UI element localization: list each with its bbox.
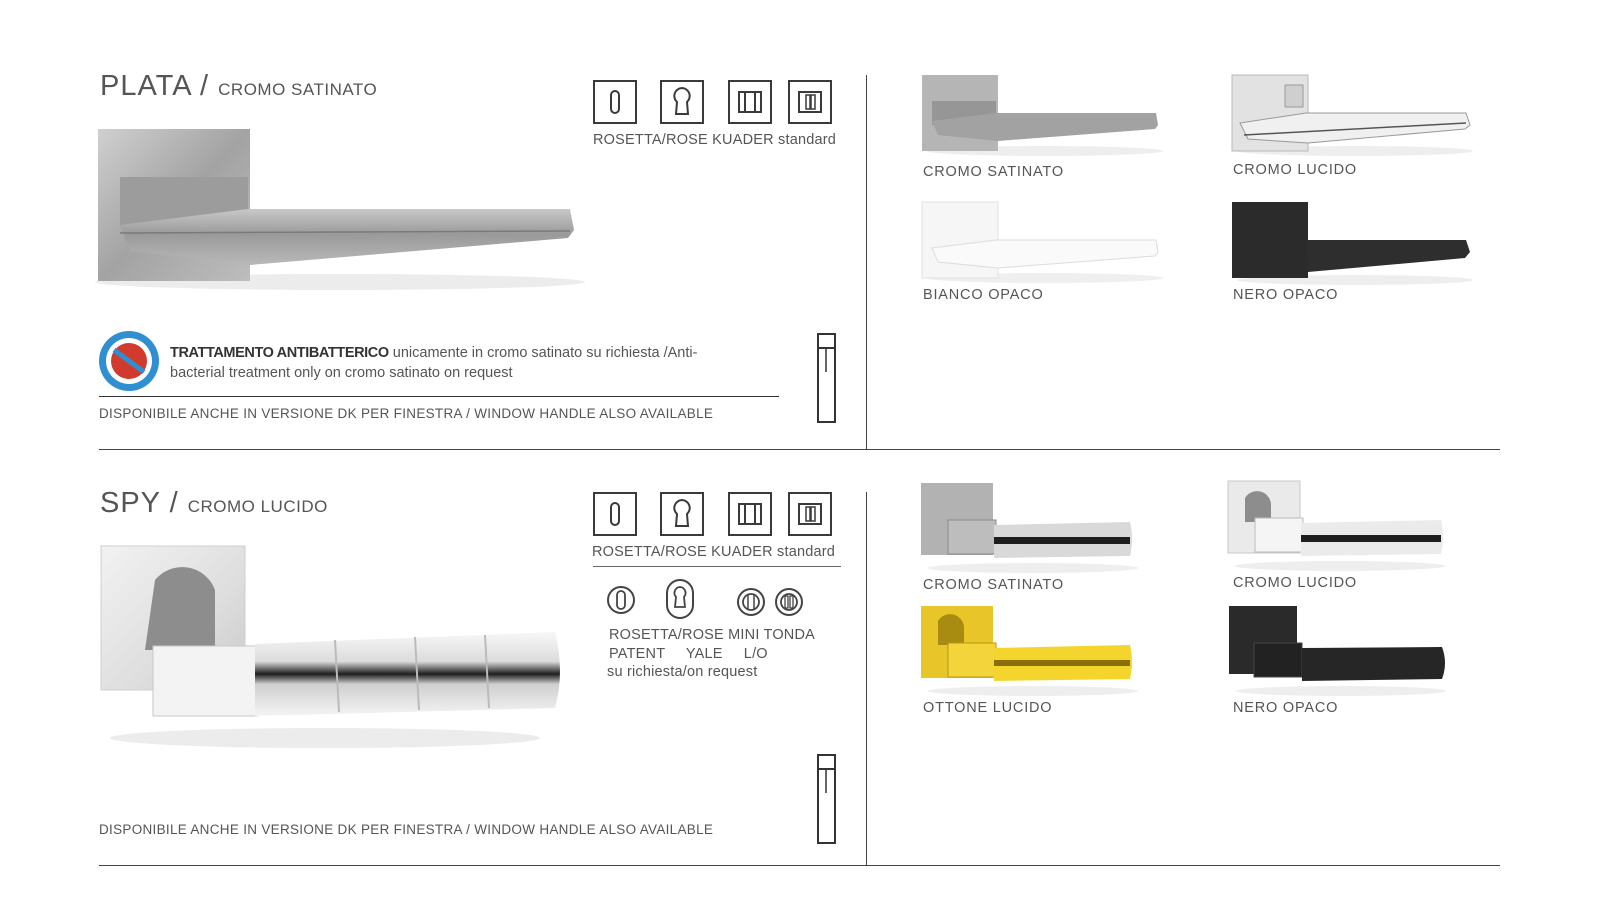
plata-model-name: PLATA: [100, 70, 191, 102]
plata-finish-label-3: BIANCO OPACO: [923, 287, 1044, 303]
spy-rose-lo-icon: [728, 492, 772, 536]
plata-dk-note: DISPONIBILE ANCHE IN VERSIONE DK PER FINESTRA / WINDOW HANDLE ALSO AVAILABLE: [99, 406, 714, 421]
spy-window-handle-icon: [815, 753, 839, 845]
antibacterial-bold-label: TRATTAMENTO ANTIBATTERICO: [170, 345, 389, 361]
plata-main-handle-image: [90, 125, 585, 295]
plata-rose-wc-icon: [788, 80, 832, 124]
spy-finish-cromo-satinato-image: [918, 480, 1143, 575]
spy-title: [100, 487, 328, 520]
spy-finish-label-2: CROMO LUCIDO: [1233, 575, 1357, 591]
plata-vertical-divider: [866, 75, 867, 450]
bottom-divider: [99, 865, 1500, 866]
spy-mini-lo-icon: [735, 586, 767, 618]
spy-vertical-divider: [866, 492, 867, 865]
plata-finish-label-1: CROMO SATINATO: [923, 164, 1064, 180]
plata-title: [100, 70, 377, 103]
spy-mini-yale-icon: [664, 578, 696, 620]
plata-rose-lo-icon: [728, 80, 772, 124]
antibacterial-line2: bacterial treatment only on cromo satinato on request: [170, 365, 513, 381]
antibacterial-line1: unicamente in cromo satinato su richiesta /Anti-: [388, 345, 698, 361]
plata-finish-cromo-satinato-image: [920, 73, 1165, 158]
spy-mini-wc-icon: [773, 586, 805, 618]
section-divider: [99, 449, 1500, 450]
spy-mini-caption: ROSETTA/ROSE MINI TONDA: [609, 627, 816, 643]
plata-title-separator: /: [200, 70, 210, 102]
plata-rose-yale-icon: [660, 80, 704, 124]
plata-window-handle-icon: [815, 332, 839, 424]
spy-main-handle-image: [95, 540, 570, 755]
spy-finish-label-4: NERO OPACO: [1233, 700, 1339, 716]
spy-rose-yale-icon: [660, 492, 704, 536]
antibacterial-divider: [99, 396, 779, 397]
spy-rose-wc-icon: [788, 492, 832, 536]
plata-finish-label-4: NERO OPACO: [1233, 287, 1339, 303]
spy-mini-labels: PATENT YALE L/O: [609, 646, 768, 662]
spy-caption-divider: [593, 566, 841, 567]
spy-finish-nero-opaco-image: [1226, 603, 1451, 698]
antibacterial-text: [170, 343, 730, 383]
plata-rose-patent-icon: [593, 80, 637, 124]
spy-finish-cromo-lucido-image: [1225, 478, 1450, 573]
spy-mini-patent-icon: [605, 584, 637, 616]
spy-finish-label-1: CROMO SATINATO: [923, 577, 1064, 593]
plata-finish-nero-opaco-image: [1230, 200, 1475, 285]
plata-rose-caption: ROSETTA/ROSE KUADER standard: [593, 132, 837, 148]
plata-finish-cromo-lucido-image: [1230, 73, 1475, 158]
spy-title-separator: /: [169, 487, 179, 519]
spy-rose-patent-icon: [593, 492, 637, 536]
spy-finish-label-3: OTTONE LUCIDO: [923, 700, 1053, 716]
antibacterial-badge-icon: [98, 330, 160, 392]
spy-model-name: SPY: [100, 487, 161, 519]
spy-finish-ottone-lucido-image: [918, 603, 1143, 698]
spy-dk-note: DISPONIBILE ANCHE IN VERSIONE DK PER FINESTRA / WINDOW HANDLE ALSO AVAILABLE: [99, 822, 714, 837]
plata-title-finish: CROMO SATINATO: [218, 80, 378, 99]
spy-rose-caption: ROSETTA/ROSE KUADER standard: [592, 544, 836, 560]
plata-finish-label-2: CROMO LUCIDO: [1233, 162, 1357, 178]
spy-mini-request: su richiesta/on request: [607, 664, 758, 680]
plata-finish-bianco-opaco-image: [920, 200, 1165, 285]
spy-title-finish: CROMO LUCIDO: [187, 497, 328, 516]
